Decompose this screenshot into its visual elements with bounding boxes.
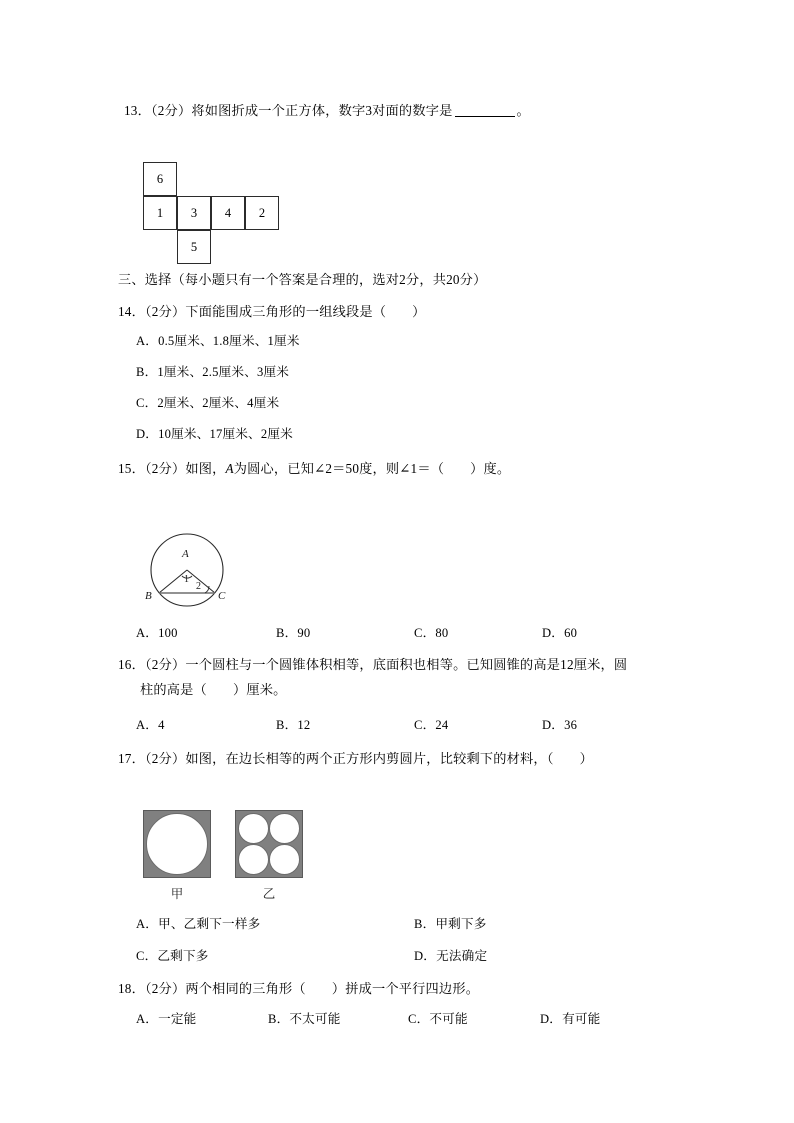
- net-cell-5: 5: [177, 230, 211, 264]
- question-18-close: ）拼成一个平行四边形。: [331, 981, 480, 996]
- label-point-c: C: [218, 590, 226, 602]
- question-18-stem: [118, 979, 479, 999]
- question-16-close: ）厘米。: [232, 682, 287, 697]
- question-17-stem: [118, 749, 593, 769]
- question-15-option-a[interactable]: A．100: [136, 626, 178, 640]
- question-16-stem-line1: 16．（2分）一个圆柱与一个圆锥体积相等，底面积也相等。已知圆锥的高是12厘米，圆: [118, 657, 628, 672]
- question-14-stem: [118, 302, 426, 322]
- circle-triangle-figure: [142, 524, 262, 616]
- question-16-option-b[interactable]: B．12: [276, 718, 311, 732]
- question-18-option-a[interactable]: A．一定能: [136, 1012, 197, 1026]
- question-16-text: 柱的高是（: [140, 682, 207, 697]
- question-15-stem: [118, 459, 510, 479]
- small-circle-3: [238, 844, 269, 875]
- question-17-option-d[interactable]: D．无法确定: [414, 949, 488, 963]
- question-15-close: ）度。: [470, 461, 511, 476]
- label-angle-2: 2: [196, 581, 201, 592]
- square-yi: [235, 810, 303, 878]
- small-circle-2: [269, 813, 300, 844]
- question-17-option-c[interactable]: C．乙剩下多: [136, 949, 209, 963]
- question-15-option-c[interactable]: C．80: [414, 626, 449, 640]
- cube-net-figure: [143, 162, 283, 266]
- question-16-stem-line2: [140, 680, 287, 700]
- answer-blank[interactable]: [455, 104, 515, 117]
- small-circle-4: [269, 844, 300, 875]
- squares-circles-figure: [140, 806, 320, 906]
- question-18-option-d[interactable]: D．有可能: [540, 1012, 601, 1026]
- question-15-text-b: 为圆心，已知∠2＝50度，则∠1＝（: [233, 461, 445, 476]
- question-14-option-c[interactable]: C．2厘米、2厘米、4厘米: [136, 396, 280, 410]
- question-13-suffix: 。: [516, 103, 530, 118]
- net-cell-1: 1: [143, 196, 177, 230]
- section-heading-3: 三、选择（每小题只有一个答案是合理的，选对2分，共20分）: [118, 272, 487, 287]
- question-18-text: 18．（2分）两个相同的三角形（: [118, 981, 306, 996]
- question-15-text-a: 15．（2分）如图，: [118, 461, 226, 476]
- question-18-option-c[interactable]: C．不可能: [408, 1012, 468, 1026]
- label-point-a: A: [182, 548, 189, 560]
- question-17-text: 17．（2分）如图，在边长相等的两个正方形内剪圆片，比较剩下的材料，（: [118, 751, 554, 766]
- segment-ac: [187, 570, 215, 593]
- question-15-option-d[interactable]: D．60: [542, 626, 578, 640]
- question-17-option-b[interactable]: B．甲剩下多: [414, 917, 487, 931]
- question-14-text: 14．（2分）下面能围成三角形的一组线段是（: [118, 304, 387, 319]
- question-13-text: 13．（2分）将如图折成一个正方体，数字3对面的数字是: [124, 103, 453, 118]
- question-18-option-b[interactable]: B．不太可能: [268, 1012, 341, 1026]
- question-14-option-a[interactable]: A．0.5厘米、1.8厘米、1厘米: [136, 334, 300, 348]
- label-point-b: B: [145, 590, 152, 602]
- circle-svg: [142, 524, 262, 616]
- question-14-close: ）: [412, 304, 426, 319]
- question-15-point-a: A: [225, 461, 234, 476]
- segment-ab: [159, 570, 187, 593]
- square-jia: [143, 810, 211, 878]
- question-17-option-a[interactable]: A．甲、乙剩下一样多: [136, 917, 261, 931]
- question-17-close: ）: [579, 751, 593, 766]
- question-14-option-d[interactable]: D．10厘米、17厘米、2厘米: [136, 427, 293, 441]
- question-16-option-a[interactable]: A．4: [136, 718, 165, 732]
- label-angle-1: 1: [184, 574, 189, 585]
- net-cell-3: 3: [177, 196, 211, 230]
- question-16-option-d[interactable]: D．36: [542, 718, 578, 732]
- net-cell-2: 2: [245, 196, 279, 230]
- big-circle: [146, 813, 208, 875]
- question-15-option-b[interactable]: B．90: [276, 626, 311, 640]
- small-circle-1: [238, 813, 269, 844]
- question-16-option-c[interactable]: C．24: [414, 718, 449, 732]
- question-13-stem: [124, 101, 530, 121]
- caption-yi: 乙: [262, 887, 276, 901]
- net-cell-6: 6: [143, 162, 177, 196]
- caption-jia: 甲: [170, 887, 184, 901]
- question-14-option-b[interactable]: B．1厘米、2.5厘米、3厘米: [136, 365, 290, 379]
- net-cell-4: 4: [211, 196, 245, 230]
